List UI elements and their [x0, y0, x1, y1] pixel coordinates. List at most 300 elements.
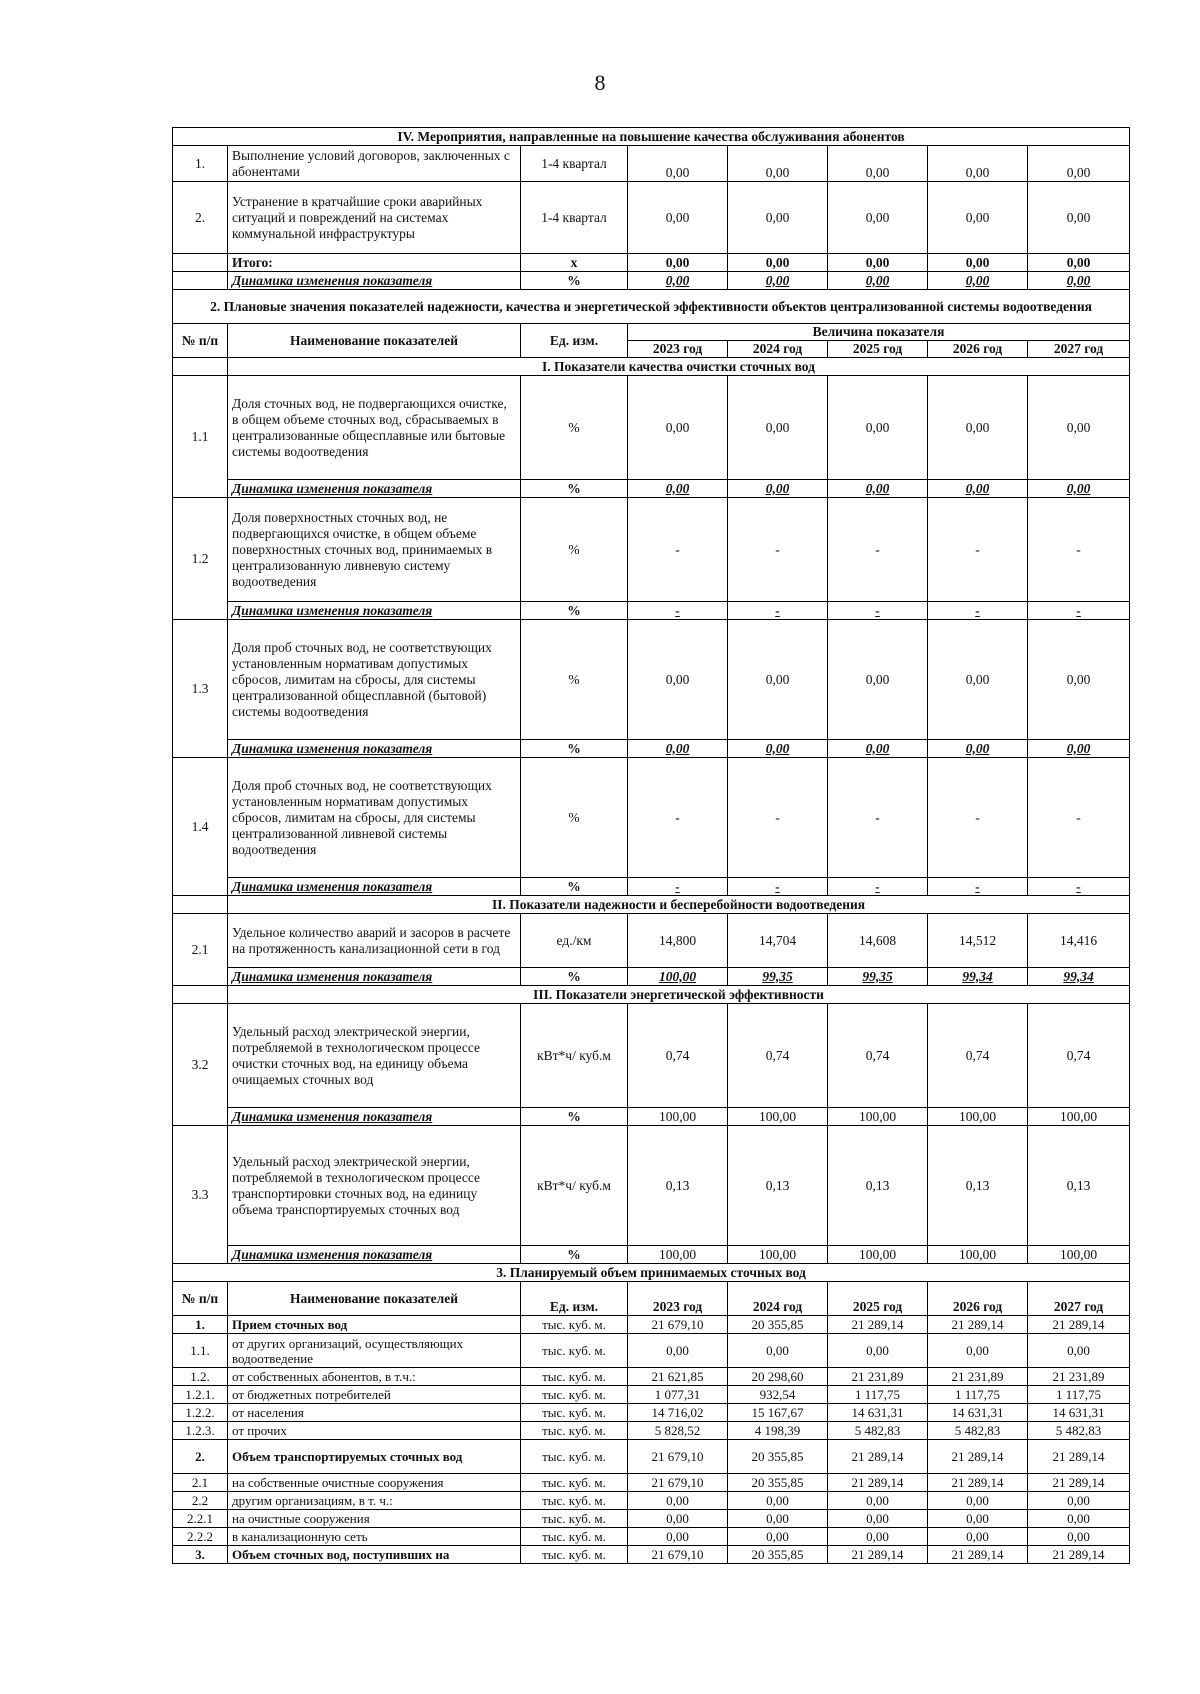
- value-cell: 21 231,89: [1028, 1368, 1130, 1386]
- row-number: 1.4: [173, 758, 228, 896]
- value-cell: 0,00: [728, 146, 828, 182]
- row-number: 1.3: [173, 620, 228, 758]
- table-row: [173, 1334, 1130, 1368]
- indicator-row: [173, 498, 1130, 602]
- value-cell: 0,00: [828, 740, 928, 758]
- indicator-name: от прочих: [228, 1422, 521, 1440]
- dynamics-row: [173, 740, 1130, 758]
- total-label: Итого:: [228, 254, 521, 272]
- group-title-row: [173, 986, 1130, 1004]
- unit-cell: 1-4 квартал: [521, 146, 628, 182]
- value-cell: 20 298,60: [728, 1368, 828, 1386]
- row-number: 1.2.: [173, 1368, 228, 1386]
- value-cell: 21 289,14: [828, 1316, 928, 1334]
- row-number: 1.2.1.: [173, 1386, 228, 1404]
- indicator-name: Удельный расход электрической энергии, потребляемой в технологическом процессе очистки сточных вод, на единицу объема очищаемых сточных вод: [228, 1004, 521, 1108]
- value-cell: 0,00: [728, 1334, 828, 1368]
- unit-cell: тыс. куб. м.: [521, 1492, 628, 1510]
- value-cell: 0,00: [828, 272, 928, 290]
- value-cell: -: [928, 878, 1028, 896]
- header-name: Наименование показателей: [228, 324, 521, 358]
- indicator-row: [173, 1126, 1130, 1246]
- unit-cell: %: [521, 376, 628, 480]
- value-cell: 0,74: [828, 1004, 928, 1108]
- value-cell: 0,00: [828, 376, 928, 480]
- value-cell: -: [828, 758, 928, 878]
- row-number: 3.: [173, 1546, 228, 1564]
- header-num: № п/п: [173, 324, 228, 358]
- indicator-name: другим организациям, в т. ч.:: [228, 1492, 521, 1510]
- header-year: 2025 год: [828, 1282, 928, 1316]
- value-cell: 0,13: [728, 1126, 828, 1246]
- value-cell: 100,00: [1028, 1246, 1130, 1264]
- row-number: 1.: [173, 146, 228, 182]
- value-cell: 100,00: [1028, 1108, 1130, 1126]
- value-cell: -: [928, 602, 1028, 620]
- value-cell: -: [728, 758, 828, 878]
- dynamics-label: Динамика изменения показателя: [228, 1246, 521, 1264]
- value-cell: 0,00: [828, 620, 928, 740]
- value-cell: 0,13: [928, 1126, 1028, 1246]
- section-title: 2. Плановые значения показателей надежности, качества и энергетической эффективности объектов централизованной системы водоотведения: [173, 290, 1130, 324]
- table-row: [173, 1386, 1130, 1404]
- value-cell: 0,00: [1028, 376, 1130, 480]
- indicator-name: от бюджетных потребителей: [228, 1386, 521, 1404]
- header-year: 2025 год: [828, 341, 928, 358]
- unit-cell: тыс. куб. м.: [521, 1316, 628, 1334]
- value-cell: 20 355,85: [728, 1440, 828, 1474]
- value-cell: 21 289,14: [928, 1474, 1028, 1492]
- row-number: [173, 272, 228, 290]
- indicator-name: в канализационную сеть: [228, 1528, 521, 1546]
- value-cell: 0,00: [628, 1492, 728, 1510]
- indicator-name: Доля проб сточных вод, не соответствующих установленным нормативам допустимых сбросов, лимитам на сбросы, для системы централизованной ливневой системы водоотведения: [228, 758, 521, 878]
- value-cell: 0,00: [728, 1492, 828, 1510]
- value-cell: 0,00: [928, 480, 1028, 498]
- header-year: 2027 год: [1028, 1282, 1130, 1316]
- unit-cell: 1-4 квартал: [521, 182, 628, 254]
- value-cell: 0,00: [628, 620, 728, 740]
- header-year: 2027 год: [1028, 341, 1130, 358]
- unit-cell: тыс. куб. м.: [521, 1510, 628, 1528]
- value-cell: 0,00: [628, 376, 728, 480]
- dynamics-label: Динамика изменения показателя: [228, 1108, 521, 1126]
- value-cell: -: [1028, 602, 1130, 620]
- value-cell: 21 231,89: [928, 1368, 1028, 1386]
- value-cell: 0,00: [628, 254, 728, 272]
- unit-cell: %: [521, 498, 628, 602]
- unit-cell: кВт*ч/ куб.м: [521, 1126, 628, 1246]
- indicator-name: Удельное количество аварий и засоров в расчете на протяженность канализационной сети в год: [228, 914, 521, 968]
- value-cell: 0,00: [928, 620, 1028, 740]
- unit-cell: тыс. куб. м.: [521, 1386, 628, 1404]
- unit-cell: %: [521, 968, 628, 986]
- value-cell: 21 679,10: [628, 1316, 728, 1334]
- group-title: I. Показатели качества очистки сточных вод: [228, 358, 1130, 376]
- row-number: 1.1.: [173, 1334, 228, 1368]
- indicator-name: Прием сточных вод: [228, 1316, 521, 1334]
- value-cell: 0,00: [928, 272, 1028, 290]
- indicator-name: от собственных абонентов, в т.ч.:: [228, 1368, 521, 1386]
- unit-cell: тыс. куб. м.: [521, 1404, 628, 1422]
- page-number: 8: [594, 70, 606, 95]
- indicator-row: [173, 1004, 1130, 1108]
- indicator-name: Устранение в кратчайшие сроки аварийных ситуаций и повреждений на системах коммунальной инфраструктуры: [228, 182, 521, 254]
- value-cell: 0,00: [828, 146, 928, 182]
- indicator-row: [173, 758, 1130, 878]
- value-cell: 21 289,14: [1028, 1316, 1130, 1334]
- table-row: [173, 1316, 1130, 1334]
- dynamics-row: [173, 602, 1130, 620]
- value-cell: 0,00: [1028, 1492, 1130, 1510]
- header-year: 2024 год: [728, 1282, 828, 1316]
- dynamics-label: Динамика изменения показателя: [228, 968, 521, 986]
- value-cell: 0,00: [828, 182, 928, 254]
- unit-cell: %: [521, 740, 628, 758]
- spacer-cell: [173, 358, 228, 376]
- row-number: 2.2.1: [173, 1510, 228, 1528]
- value-cell: 14,512: [928, 914, 1028, 968]
- dynamics-label: Динамика изменения показателя: [228, 878, 521, 896]
- value-cell: 1 117,75: [828, 1386, 928, 1404]
- value-cell: 5 828,52: [628, 1422, 728, 1440]
- section-title-row: [173, 128, 1130, 146]
- value-cell: 0,00: [728, 1510, 828, 1528]
- value-cell: 0,13: [828, 1126, 928, 1246]
- value-cell: 0,74: [728, 1004, 828, 1108]
- value-cell: -: [828, 878, 928, 896]
- indicator-row: [173, 376, 1130, 480]
- value-cell: 0,00: [1028, 620, 1130, 740]
- value-cell: 0,00: [928, 740, 1028, 758]
- spacer-cell: [173, 896, 228, 914]
- indicator-name: Объем транспортируемых сточных вод: [228, 1440, 521, 1474]
- unit-cell: тыс. куб. м.: [521, 1422, 628, 1440]
- value-cell: -: [728, 498, 828, 602]
- value-cell: 0,74: [928, 1004, 1028, 1108]
- indicator-name: Выполнение условий договоров, заключенных с абонентами: [228, 146, 521, 182]
- value-cell: -: [828, 602, 928, 620]
- value-cell: 21 231,89: [828, 1368, 928, 1386]
- header-value-group: Величина показателя: [628, 324, 1130, 341]
- header-unit: Ед. изм.: [521, 324, 628, 358]
- row-number: 3.2: [173, 1004, 228, 1126]
- table-row: [173, 1368, 1130, 1386]
- value-cell: 21 289,14: [928, 1546, 1028, 1564]
- table-row: [173, 146, 1130, 182]
- row-number: 1.2.2.: [173, 1404, 228, 1422]
- table-row: [173, 1440, 1130, 1474]
- row-number: 2.2.2: [173, 1528, 228, 1546]
- value-cell: 0,00: [928, 1510, 1028, 1528]
- header-unit: Ед. изм.: [521, 1282, 628, 1316]
- value-cell: 0,00: [828, 1510, 928, 1528]
- value-cell: 0,00: [928, 1528, 1028, 1546]
- table-row: [173, 1528, 1130, 1546]
- value-cell: 100,00: [728, 1108, 828, 1126]
- header-year: 2023 год: [628, 341, 728, 358]
- header-name: Наименование показателей: [228, 1282, 521, 1316]
- dynamics-row: [173, 1246, 1130, 1264]
- section-title-row: [173, 1264, 1130, 1282]
- value-cell: 1 117,75: [928, 1386, 1028, 1404]
- dynamics-row: [173, 968, 1130, 986]
- value-cell: -: [928, 758, 1028, 878]
- unit-cell: %: [521, 620, 628, 740]
- table-row: [173, 1422, 1130, 1440]
- row-number: 1.1: [173, 376, 228, 498]
- value-cell: 1 117,75: [1028, 1386, 1130, 1404]
- row-number: 2.: [173, 1440, 228, 1474]
- value-cell: 15 167,67: [728, 1404, 828, 1422]
- value-cell: 20 355,85: [728, 1316, 828, 1334]
- unit-cell: %: [521, 1246, 628, 1264]
- unit-cell: %: [521, 272, 628, 290]
- table-row: [173, 1474, 1130, 1492]
- value-cell: -: [728, 602, 828, 620]
- value-cell: 21 289,14: [828, 1474, 928, 1492]
- value-cell: 0,00: [828, 254, 928, 272]
- value-cell: 21 289,14: [928, 1440, 1028, 1474]
- value-cell: 100,00: [928, 1108, 1028, 1126]
- unit-cell: %: [521, 602, 628, 620]
- unit-cell: х: [521, 254, 628, 272]
- value-cell: 99,34: [928, 968, 1028, 986]
- value-cell: 21 289,14: [1028, 1546, 1130, 1564]
- indicator-name: Доля поверхностных сточных вод, не подвергающихся очистке, в общем объеме поверхностных сточных вод, принимаемых в централизованную ливневую систему водоотведения: [228, 498, 521, 602]
- value-cell: 100,00: [728, 1246, 828, 1264]
- value-cell: 0,00: [728, 254, 828, 272]
- value-cell: 0,00: [1028, 1334, 1130, 1368]
- dynamics-label: Динамика изменения показателя: [228, 740, 521, 758]
- table-row: [173, 182, 1130, 254]
- unit-cell: тыс. куб. м.: [521, 1474, 628, 1492]
- indicator-name: Доля сточных вод, не подвергающихся очистке, в общем объеме сточных вод, сбрасываемых в централизованные общесплавные или бытовые системы водоотведения: [228, 376, 521, 480]
- value-cell: 5 482,83: [1028, 1422, 1130, 1440]
- group-title-row: [173, 896, 1130, 914]
- value-cell: 0,00: [928, 1492, 1028, 1510]
- section-title-row: [173, 290, 1130, 324]
- document-table-wrapper: [172, 127, 1129, 1564]
- unit-cell: ед./км: [521, 914, 628, 968]
- value-cell: 14 631,31: [1028, 1404, 1130, 1422]
- value-cell: 100,00: [628, 1108, 728, 1126]
- header-row: [173, 324, 1130, 341]
- value-cell: 14 631,31: [928, 1404, 1028, 1422]
- value-cell: 0,00: [1028, 146, 1130, 182]
- row-number: 1.2.3.: [173, 1422, 228, 1440]
- row-number: 2.1: [173, 1474, 228, 1492]
- unit-cell: тыс. куб. м.: [521, 1334, 628, 1368]
- value-cell: 0,00: [928, 376, 1028, 480]
- dynamics-label: Динамика изменения показателя: [228, 480, 521, 498]
- total-row: [173, 254, 1130, 272]
- value-cell: 0,00: [628, 1334, 728, 1368]
- value-cell: -: [1028, 878, 1130, 896]
- value-cell: 20 355,85: [728, 1474, 828, 1492]
- group-title: II. Показатели надежности и бесперебойности водоотведения: [228, 896, 1130, 914]
- indicator-row: [173, 914, 1130, 968]
- value-cell: 14,416: [1028, 914, 1130, 968]
- dynamics-row: [173, 272, 1130, 290]
- header-year: 2026 год: [928, 341, 1028, 358]
- value-cell: 0,00: [928, 254, 1028, 272]
- value-cell: -: [728, 878, 828, 896]
- unit-cell: %: [521, 480, 628, 498]
- row-number: 1.: [173, 1316, 228, 1334]
- value-cell: 0,00: [828, 1334, 928, 1368]
- value-cell: 0,00: [728, 1528, 828, 1546]
- value-cell: 100,00: [628, 968, 728, 986]
- value-cell: 99,35: [728, 968, 828, 986]
- value-cell: 0,00: [728, 272, 828, 290]
- value-cell: 21 621,85: [628, 1368, 728, 1386]
- value-cell: 0,00: [628, 272, 728, 290]
- row-number: 2.: [173, 182, 228, 254]
- dynamics-row: [173, 878, 1130, 896]
- value-cell: 0,00: [1028, 254, 1130, 272]
- value-cell: 0,00: [728, 376, 828, 480]
- header-num: № п/п: [173, 1282, 228, 1316]
- value-cell: 0,00: [828, 1492, 928, 1510]
- value-cell: 0,00: [928, 1334, 1028, 1368]
- value-cell: -: [628, 498, 728, 602]
- dynamics-label: Динамика изменения показателя: [228, 602, 521, 620]
- value-cell: 21 289,14: [928, 1316, 1028, 1334]
- value-cell: 1 077,31: [628, 1386, 728, 1404]
- value-cell: 0,00: [628, 740, 728, 758]
- value-cell: 0,00: [628, 146, 728, 182]
- value-cell: -: [1028, 498, 1130, 602]
- value-cell: 14,800: [628, 914, 728, 968]
- unit-cell: тыс. куб. м.: [521, 1546, 628, 1564]
- value-cell: 0,00: [728, 740, 828, 758]
- value-cell: 100,00: [928, 1246, 1028, 1264]
- value-cell: 0,74: [1028, 1004, 1130, 1108]
- indicator-name: на очистные сооружения: [228, 1510, 521, 1528]
- group-title-row: [173, 358, 1130, 376]
- unit-cell: тыс. куб. м.: [521, 1528, 628, 1546]
- header-year: 2024 год: [728, 341, 828, 358]
- value-cell: -: [628, 758, 728, 878]
- row-number: 1.2: [173, 498, 228, 620]
- table-row: [173, 1510, 1130, 1528]
- unit-cell: %: [521, 1108, 628, 1126]
- value-cell: 0,00: [928, 182, 1028, 254]
- table-row: [173, 1404, 1130, 1422]
- value-cell: 14,608: [828, 914, 928, 968]
- spacer-cell: [173, 986, 228, 1004]
- indicator-name: Удельный расход электрической энергии, потребляемой в технологическом процессе транспортировки сточных вод, на единицу объема транспортируемых сточных вод: [228, 1126, 521, 1246]
- value-cell: 932,54: [728, 1386, 828, 1404]
- header-year: 2023 год: [628, 1282, 728, 1316]
- section-title: IV. Мероприятия, направленные на повышение качества обслуживания абонентов: [173, 128, 1130, 146]
- unit-cell: %: [521, 758, 628, 878]
- indicator-name: Объем сточных вод, поступивших на: [228, 1546, 521, 1564]
- value-cell: 21 289,14: [828, 1546, 928, 1564]
- table-row: [173, 1546, 1130, 1564]
- value-cell: 21 289,14: [1028, 1440, 1130, 1474]
- value-cell: 0,13: [1028, 1126, 1130, 1246]
- dynamics-row: [173, 480, 1130, 498]
- header-row: [173, 1282, 1130, 1316]
- dynamics-label: Динамика изменения показателя: [228, 272, 521, 290]
- value-cell: 100,00: [828, 1246, 928, 1264]
- indicator-name: Доля проб сточных вод, не соответствующих установленным нормативам допустимых сбросов, лимитам на сбросы, для системы централизованной общесплавной (бытовой) системы водоотведения: [228, 620, 521, 740]
- value-cell: 100,00: [628, 1246, 728, 1264]
- value-cell: 0,00: [728, 182, 828, 254]
- value-cell: 21 679,10: [628, 1546, 728, 1564]
- value-cell: 0,00: [1028, 1528, 1130, 1546]
- row-number: 2.2: [173, 1492, 228, 1510]
- value-cell: -: [928, 498, 1028, 602]
- row-number: [173, 254, 228, 272]
- value-cell: 0,00: [1028, 272, 1130, 290]
- indicator-name: на собственные очистные сооружения: [228, 1474, 521, 1492]
- unit-cell: кВт*ч/ куб.м: [521, 1004, 628, 1108]
- value-cell: 0,00: [928, 146, 1028, 182]
- value-cell: 0,00: [1028, 182, 1130, 254]
- value-cell: 0,00: [728, 480, 828, 498]
- value-cell: 5 482,83: [928, 1422, 1028, 1440]
- value-cell: -: [1028, 758, 1130, 878]
- value-cell: 20 355,85: [728, 1546, 828, 1564]
- value-cell: 0,00: [628, 1528, 728, 1546]
- value-cell: 5 482,83: [828, 1422, 928, 1440]
- value-cell: 21 679,10: [628, 1474, 728, 1492]
- indicator-name: от населения: [228, 1404, 521, 1422]
- unit-cell: тыс. куб. м.: [521, 1440, 628, 1474]
- section-title: 3. Планируемый объем принимаемых сточных вод: [173, 1264, 1130, 1282]
- value-cell: 4 198,39: [728, 1422, 828, 1440]
- value-cell: 0,00: [828, 480, 928, 498]
- value-cell: 0,00: [1028, 740, 1130, 758]
- value-cell: 0,00: [628, 480, 728, 498]
- value-cell: 0,00: [628, 182, 728, 254]
- indicators-table: [172, 127, 1130, 1564]
- value-cell: -: [828, 498, 928, 602]
- unit-cell: %: [521, 878, 628, 896]
- value-cell: 14 631,31: [828, 1404, 928, 1422]
- value-cell: 21 289,14: [1028, 1474, 1130, 1492]
- value-cell: -: [628, 602, 728, 620]
- value-cell: 0,00: [728, 620, 828, 740]
- row-number: 2.1: [173, 914, 228, 986]
- value-cell: 0,00: [1028, 1510, 1130, 1528]
- value-cell: 0,00: [828, 1528, 928, 1546]
- value-cell: 0,00: [628, 1510, 728, 1528]
- value-cell: 99,35: [828, 968, 928, 986]
- value-cell: 21 289,14: [828, 1440, 928, 1474]
- value-cell: 14 716,02: [628, 1404, 728, 1422]
- dynamics-row: [173, 1108, 1130, 1126]
- value-cell: 21 679,10: [628, 1440, 728, 1474]
- value-cell: 99,34: [1028, 968, 1130, 986]
- header-year: 2026 год: [928, 1282, 1028, 1316]
- value-cell: 0,00: [1028, 480, 1130, 498]
- value-cell: 0,13: [628, 1126, 728, 1246]
- row-number: 3.3: [173, 1126, 228, 1264]
- value-cell: 0,74: [628, 1004, 728, 1108]
- table-row: [173, 1492, 1130, 1510]
- indicator-name: от других организаций, осуществляющих водоотведение: [228, 1334, 521, 1368]
- value-cell: 14,704: [728, 914, 828, 968]
- indicator-row: [173, 620, 1130, 740]
- value-cell: -: [628, 878, 728, 896]
- value-cell: 100,00: [828, 1108, 928, 1126]
- unit-cell: тыс. куб. м.: [521, 1368, 628, 1386]
- group-title: III. Показатели энергетической эффективности: [228, 986, 1130, 1004]
